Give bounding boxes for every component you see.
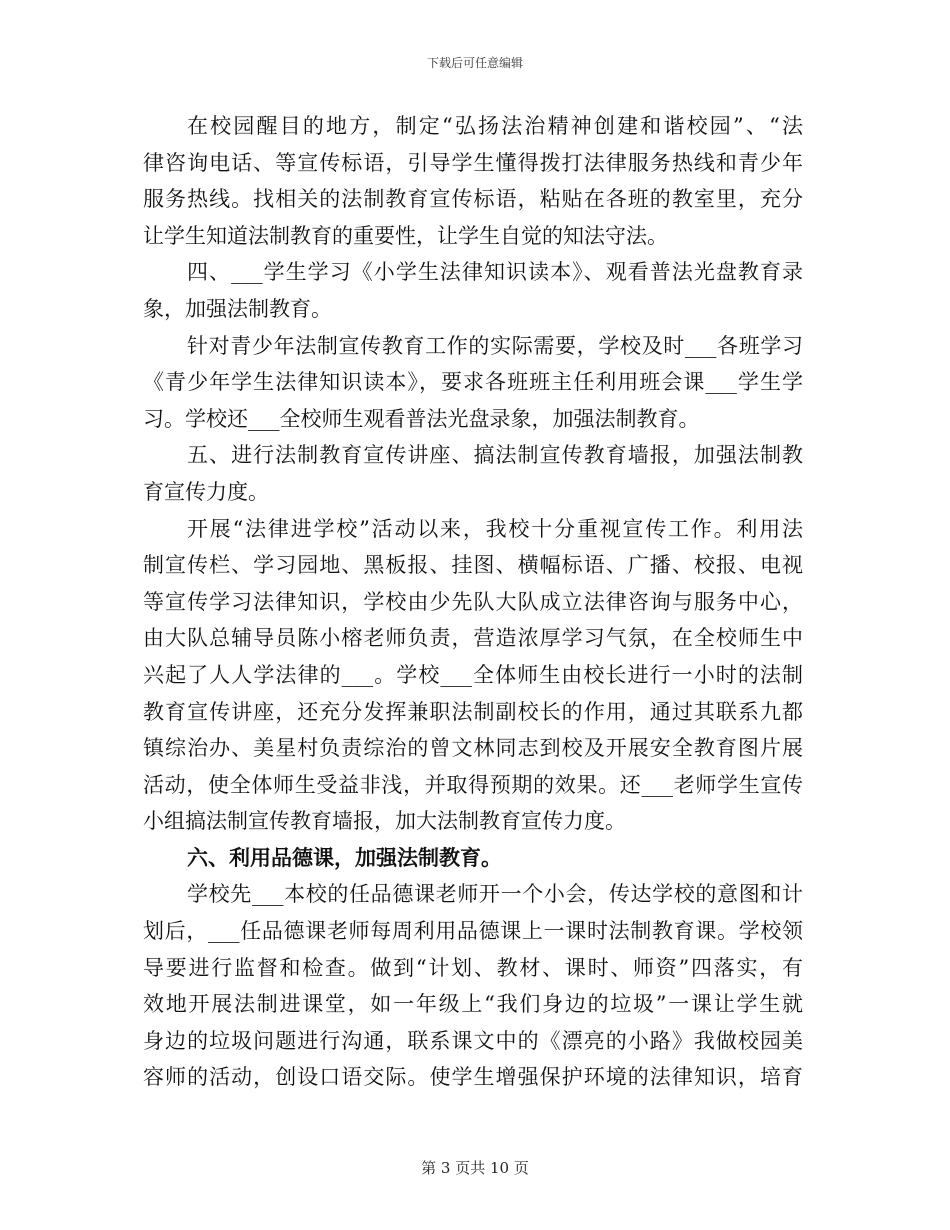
section-heading-line: 五、进行法制教育宣传讲座、搞法制宣传教育墙报，加强法制教 xyxy=(187,443,803,468)
section-heading-line: 育宣传力度。 xyxy=(143,479,269,504)
page-header: 下载后可任意编辑 xyxy=(426,56,523,70)
page-footer: 第 3 页共 10 页 xyxy=(421,1159,529,1177)
paragraph-line: 让学生知道法制教育的重要性，让学生自觉的知法守法。 xyxy=(143,223,668,248)
paragraph-line: 身边的垃圾问题进行沟通，联系课文中的《漂亮的小路》我做校园美 xyxy=(143,1028,803,1053)
paragraph-line: 效地开展法制进课堂，如一年级上“我们身边的垃圾”一课让学生就 xyxy=(143,992,803,1017)
paragraph-line: 兴起了人人学法律的___。学校___全体师生由校长进行一小时的法制 xyxy=(143,662,803,687)
paragraph-line: 镇综治办、美星村负责综治的曾文林同志到校及开展安全教育图片展 xyxy=(143,736,803,761)
paragraph-line: 开展“法律进学校”活动以来，我校十分重视宣传工作。利用法 xyxy=(187,516,803,541)
paragraph-line: 《青少年学生法律知识读本》，要求各班班主任利用班会课___学生学 xyxy=(143,370,803,395)
paragraph-line: 由大队总辅导员陈小榕老师负责，营造浓厚学习气氛，在全校师生中 xyxy=(143,626,803,651)
paragraph-line: 容师的活动，创设口语交际。使学生增强保护环境的法律知识，培育 xyxy=(143,1065,803,1090)
paragraph-line: 活动，使全体师生受益非浅，并取得预期的效果。还___老师学生宣传 xyxy=(143,772,803,797)
paragraph-line: 针对青少年法制宣传教育工作的实际需要，学校及时___各班学习 xyxy=(187,333,803,358)
paragraph-line: 小组搞法制宣传教育墙报，加大法制教育宣传力度。 xyxy=(143,809,626,834)
paragraph-line: 在校园醒目的地方，制定“弘扬法治精神创建和谐校园”、“法 xyxy=(187,114,803,138)
paragraph-line: 划后，___任品德课老师每周利用品德课上一课时法制教育课。学校领 xyxy=(143,919,803,944)
paragraph-line: 服务热线。找相关的法制教育宣传标语，粘贴在各班的教室里，充分 xyxy=(143,187,803,212)
document-body xyxy=(143,108,803,1096)
paragraph-line: 习。学校还___全校师生观看普法光盘录象，加强法制教育。 xyxy=(143,406,700,431)
paragraph-line: 学校先___本校的任品德课老师开一个小会，传达学校的意图和计 xyxy=(187,882,803,907)
paragraph-line: 等宣传学习法律知识，学校由少先队大队成立法律咨询与服务中心， xyxy=(143,589,803,614)
section-heading-line: 四、___学生学习《小学生法律知识读本》、观看普法光盘教育录 xyxy=(187,260,803,285)
paragraph-line: 教育宣传讲座，还充分发挥兼职法制副校长的作用，通过其联系九都 xyxy=(143,699,803,724)
paragraph-line: 导要进行监督和检查。做到“计划、教材、课时、师资”四落实，有 xyxy=(143,955,803,980)
section-heading-line: 象，加强法制教育。 xyxy=(143,296,332,321)
section-heading-bold: 六、利用品德课，加强法制教育。 xyxy=(187,844,502,870)
paragraph-line: 律咨询电话、等宣传标语，引导学生懂得拨打法律服务热线和青少年 xyxy=(143,150,803,175)
paragraph-line: 制宣传栏、学习园地、黑板报、挂图、横幅标语、广播、校报、电视 xyxy=(143,553,803,578)
